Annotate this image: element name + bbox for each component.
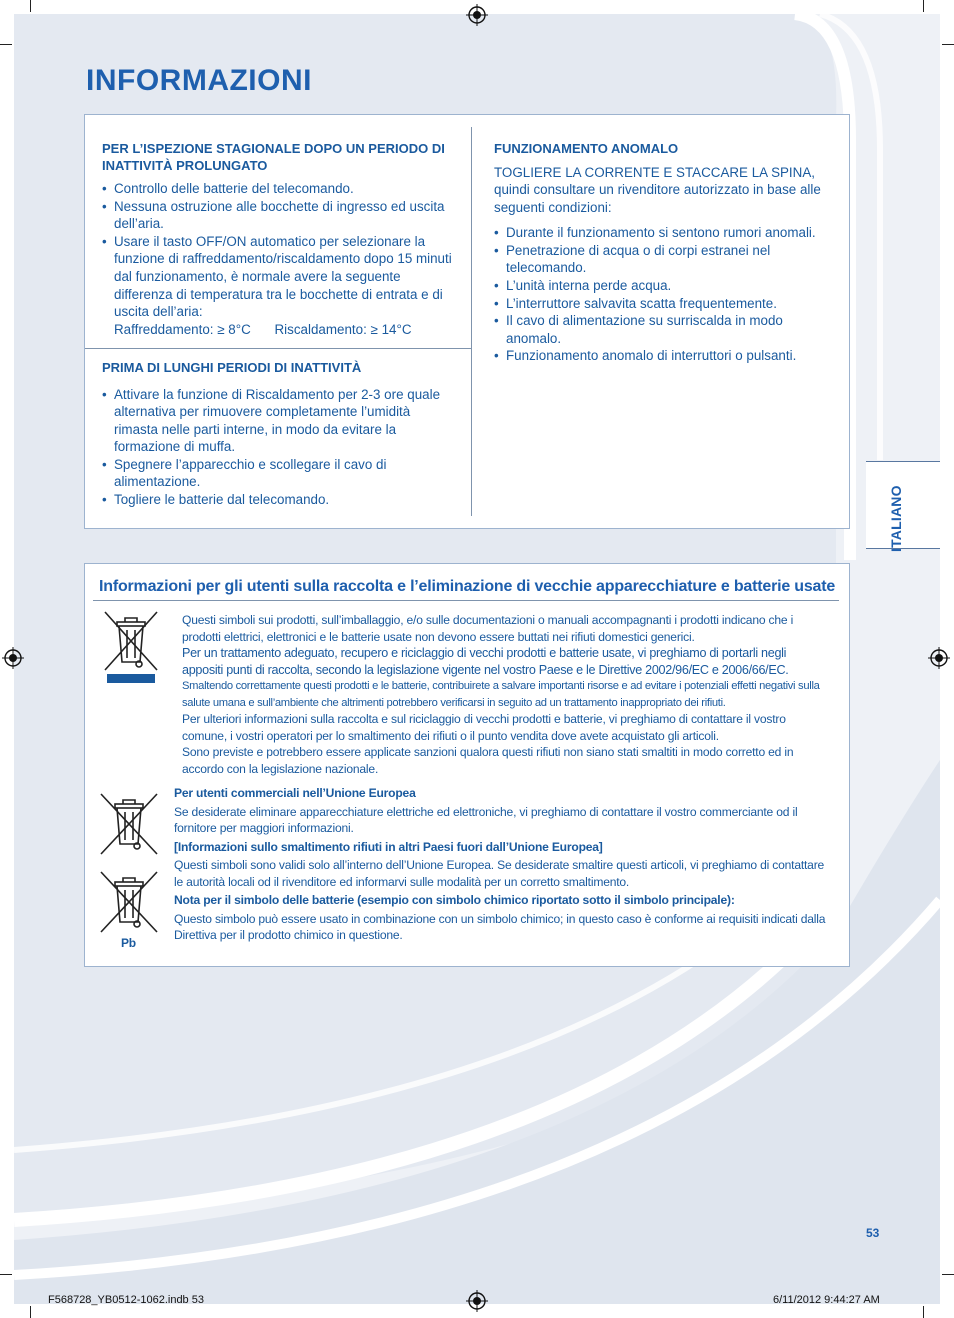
column-divider <box>471 127 472 516</box>
heading-rule <box>93 600 839 601</box>
weee-info-box <box>84 563 850 967</box>
battery-bin-icon <box>99 870 159 934</box>
footer-datetime: 6/11/2012 9:44:27 AM <box>773 1294 880 1306</box>
crop-mark <box>923 1306 924 1318</box>
battery-note-text: Questo simbolo può essere usato in combinazione con un simbolo chimico; in questo caso è conforme ai requisiti indicati dalla Direttiva per il prodotto chimico in questione. <box>174 911 826 942</box>
maintenance-info-box <box>84 114 850 529</box>
registration-mark-icon <box>2 647 24 669</box>
intro-text: quindi consultare un rivenditore autorizzato in base alle seguenti condizioni: <box>494 182 821 215</box>
crossed-bin-icon <box>99 792 159 856</box>
outside-eu-text: Questi simboli sono validi solo all’interno dell’Unione Europea. Se desiderate smaltire questi articoli, vi preghiamo di contattare le autorità locali od il rivenditore ed informarvi sulle modalità per un corretto smaltimento. <box>174 858 825 889</box>
temp-heating: Riscaldamento: ≥ 14°C <box>274 321 412 337</box>
page-number: 53 <box>866 1226 880 1240</box>
paragraph: Smaltendo correttamente questi prodotti e le batterie, contribuirete a salvare importanti risorse e ad evitare i potenziali effetti negativi sulla salute umana e sull’ambiente che altrimenti potrebbero verificarsi in seguito ad un trattamento inappropriato dei rifiuti. <box>182 680 820 709</box>
weee-business-text <box>174 785 830 944</box>
row-divider <box>85 348 471 349</box>
section-heading: PRIMA DI LUNGHI PERIODI DI INATTIVITÀ <box>102 360 362 375</box>
crop-mark <box>30 1306 31 1318</box>
list-item: • Durante il funzionamento si sentono rumori anomali. <box>494 224 834 242</box>
list-item: • Il cavo di alimentazione su surriscalda in modo anomalo. <box>494 312 834 347</box>
intro-uppercase: TOGLIERE LA CORRENTE E STACCARE LA SPINA, <box>494 164 815 180</box>
crop-mark <box>923 0 924 12</box>
crop-mark <box>0 1274 12 1275</box>
list-item: • Attivare la funzione di Riscaldamento per 2-3 ore quale alternativa per rimuovere completamente l’umidità rimasta nelle parti interne, in modo da evitare la formazione di muffa. <box>102 386 452 456</box>
crop-mark <box>942 1274 954 1275</box>
footer-file: F568728_YB0512-1062.indb 53 <box>48 1294 204 1306</box>
list-item: • Funzionamento anomalo di interruttori o pulsanti. <box>494 347 834 365</box>
abnormal-operation-section <box>494 141 834 365</box>
language-label: ITALIANO <box>888 485 904 552</box>
section-intro <box>494 164 834 217</box>
section-heading: PER L’ISPEZIONE STAGIONALE DOPO UN PERIODO DI INATTIVITÀ PROLUNGATO <box>102 141 445 173</box>
list-item: • Spegnere l’apparecchio e scollegare il cavo di alimentazione. <box>102 456 452 491</box>
paragraph: Per un trattamento adeguato, recupero e riciclaggio di vecchi prodotti e batterie usate, vi preghiamo di portarli negli appositi punti di raccolta, secondo la legislazione vigente nel vostro Paese e le Direttive 2002/96/EC e 2006/66/EC. <box>182 646 789 677</box>
list-item: • Togliere le batterie dal telecomando. <box>102 491 452 509</box>
paragraph: Questi simboli sui prodotti, sull’imballaggio, e/o sulle documentazioni o manuali accompagnanti i prodotti indicano che i prodotti elettrici, elettronici e le batterie usate non devono essere buttati nei rifiuti domestici generici. <box>182 613 794 644</box>
long-inactivity-section <box>102 360 452 509</box>
list-item-text: Usare il tasto OFF/ON automatico per selezionare la funzione di raffreddamento/riscaldamento dopo 15 minuti dal funzionamento, è normale avere la seguente differenza di temperatura tra le bocchette di entrata e di uscita dell’aria: <box>114 233 452 320</box>
crossed-bin-icon <box>103 610 159 688</box>
list-item: • Controllo delle batterie del telecomando. <box>102 180 452 198</box>
business-heading: Per utenti commerciali nell’Unione Europea <box>174 786 416 800</box>
outside-eu-heading: [Informazioni sullo smaltimento rifiuti in altri Paesi fuori dall’Unione Europea] <box>174 839 603 854</box>
list-item: • L’interruttore salvavita scatta frequentemente. <box>494 295 834 313</box>
crop-mark <box>0 44 12 45</box>
weee-heading: Informazioni per gli utenti sulla raccolta e l’eliminazione di vecchie apparecchiature e batterie usate <box>99 578 836 595</box>
list-item: • Nessuna ostruzione alle bocchette di ingresso ed uscita dell’aria. <box>102 198 452 233</box>
section-heading: FUNZIONAMENTO ANOMALO <box>494 141 679 156</box>
language-tab <box>866 461 940 552</box>
temp-cooling: Raffreddamento: ≥ 8°C <box>114 321 251 337</box>
paragraph: Per ulteriori informazioni sulla raccolta e sul riciclaggio di vecchi prodotti e batterie, vi preghiamo di contattare il vostro comune, i vostri operatori per lo smaltimento dei rifiuti o il punto vendita dove avete acquistato gli articoli. <box>182 712 786 743</box>
list-item <box>102 233 452 339</box>
business-text: Se desiderate eliminare apparecchiature elettriche ed elettroniche, vi preghiamo di contattare il vostro commerciante od il fornitore per maggiori informazioni. <box>174 804 798 835</box>
weee-general-text <box>182 612 830 777</box>
battery-note-heading: Nota per il simbolo delle batterie (esempio con simbolo chimico riportato sotto il simbolo principale): <box>174 893 735 907</box>
list-item: • L’unità interna perde acqua. <box>494 277 834 295</box>
crop-mark <box>942 44 954 45</box>
registration-mark-icon <box>928 647 950 669</box>
crop-mark <box>30 0 31 12</box>
registration-mark-icon <box>466 1290 488 1312</box>
paragraph: Sono previste e potrebbero essere applicate sanzioni qualora questi rifiuti non siano stati smaltiti in modo corretto ed in accordo con la legislazione nazionale. <box>182 745 794 776</box>
registration-mark-icon <box>466 4 488 26</box>
list-item: • Penetrazione di acqua o di corpi estranei nel telecomando. <box>494 242 834 277</box>
pb-label: Pb <box>121 936 136 950</box>
page-title: INFORMAZIONI <box>86 64 312 97</box>
seasonal-inspection-section <box>102 141 452 338</box>
